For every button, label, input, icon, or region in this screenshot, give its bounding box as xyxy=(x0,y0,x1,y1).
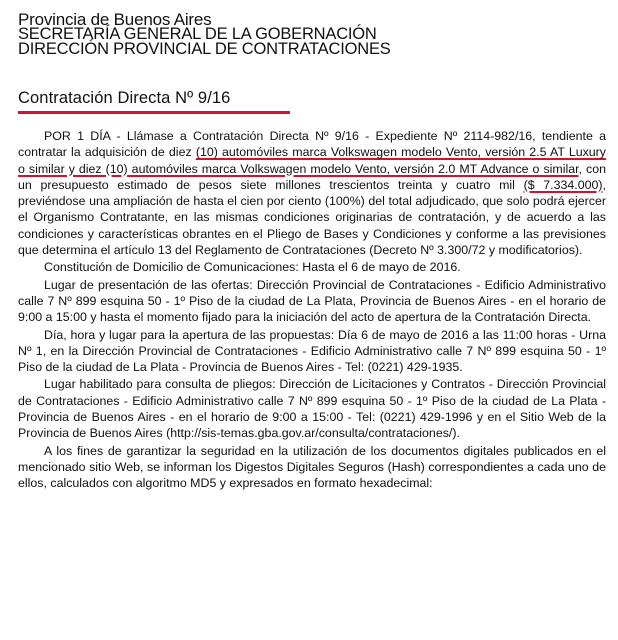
paragraph-call-rest: , previéndose una ampliación de hasta el cien por ciento (100%) del total adjudicado, que solo podrá ejercer el Organismo Contratante, en las mismas condiciones originarias de contratación, y de acuerdo a las condiciones y características obrantes en el Pliego de Bases y Condiciones y conforme a las previsiones que determina el artículo 13 del Reglamento de Contrataciones (Decreto Nº 3.300/72 y modificatorios). xyxy=(18,177,606,258)
header-block xyxy=(18,12,606,57)
highlight-vehicles: (10) automóviles marca Volkswagen modelo Vento, versión 2.5 AT Luxury o similar y diez (10) automóviles marca Volkswagen modelo Vento, versión 2.0 MT Advance o similar xyxy=(18,145,607,176)
paragraph-submission: Lugar de presentación de las ofertas: Dirección Provincial de Contrataciones - Edificio Administrativo calle 7 Nº 899 esquina 50 - 1º Piso de la ciudad de La Plata, Provincia de Buenos Aires - en el horario de 9:00 a 15:00 y hasta el momento fijado para la iniciación del acto de apertura de la Contratación Directa. xyxy=(18,277,606,325)
document-page xyxy=(18,10,607,491)
paragraph-hash: A los fines de garantizar la seguridad en la utilización de los documentos digitales publicados en el mencionado sitio Web, se informan los Digestos Digitales Seguros (Hash) correspondientes a cada uno de ellos, calculados con algoritmo MD5 y expresados en formato hexadecimal: xyxy=(18,443,606,491)
paragraph-call xyxy=(18,128,606,258)
title-block xyxy=(18,89,606,111)
document-title: Contratación Directa Nº 9/16 xyxy=(18,89,231,107)
paragraph-opening: Día, hora y lugar para la apertura de las propuestas: Día 6 de mayo de 2016 a las 11:00 horas - Urna Nº 1, en la Dirección Provincial de Contrataciones - Edificio Administrativo calle 7 Nº 899 esquina 50 - 1º Piso de la ciudad de La Plata - Provincia de Buenos Aires - Tel: (0221) 429-1935. xyxy=(18,327,606,375)
document-body xyxy=(18,128,606,492)
header-directorate: DIRECCIÓN PROVINCIAL DE CONTRATACIONES xyxy=(18,40,391,58)
header-secretariat: SECRETARÍA GENERAL DE LA GOBERNACIÓN xyxy=(18,25,377,43)
title-underline xyxy=(18,111,290,114)
paragraph-consultation: Lugar habilitado para consulta de pliegos: Dirección de Licitaciones y Contratos - Dirección Provincial de Contrataciones - Edificio Administrativo calle 7 Nº 899 esquina 50 - 1º Piso de la ciudad de La Plata - Provincia de Buenos Aires - en el horario de 9:00 a 15:00 - Tel: (0221) 429-1996 y en el Sitio Web de la Provincia de Buenos Aires (http://sis-temas.gba.gov.ar/consulta/contrataciones/). xyxy=(18,377,606,441)
paragraph-domicile: Constitución de Domicilio de Comunicaciones: Hasta el 6 de mayo de 2016. xyxy=(44,260,461,275)
highlight-amount: ($ 7.334.000) xyxy=(523,177,603,192)
header-province: Provincia de Buenos Aires xyxy=(18,10,212,29)
paragraph-call-intro: POR 1 DÍA - Llámase a Contratación Directa Nº 9/16 - Expediente Nº 2114-982/16, tendiente a contratar la adquisición de diez xyxy=(18,129,606,160)
paragraph-call-budget: , con un presupuesto estimado de pesos siete millones trescientos treinta y cuatro mil xyxy=(18,161,606,192)
